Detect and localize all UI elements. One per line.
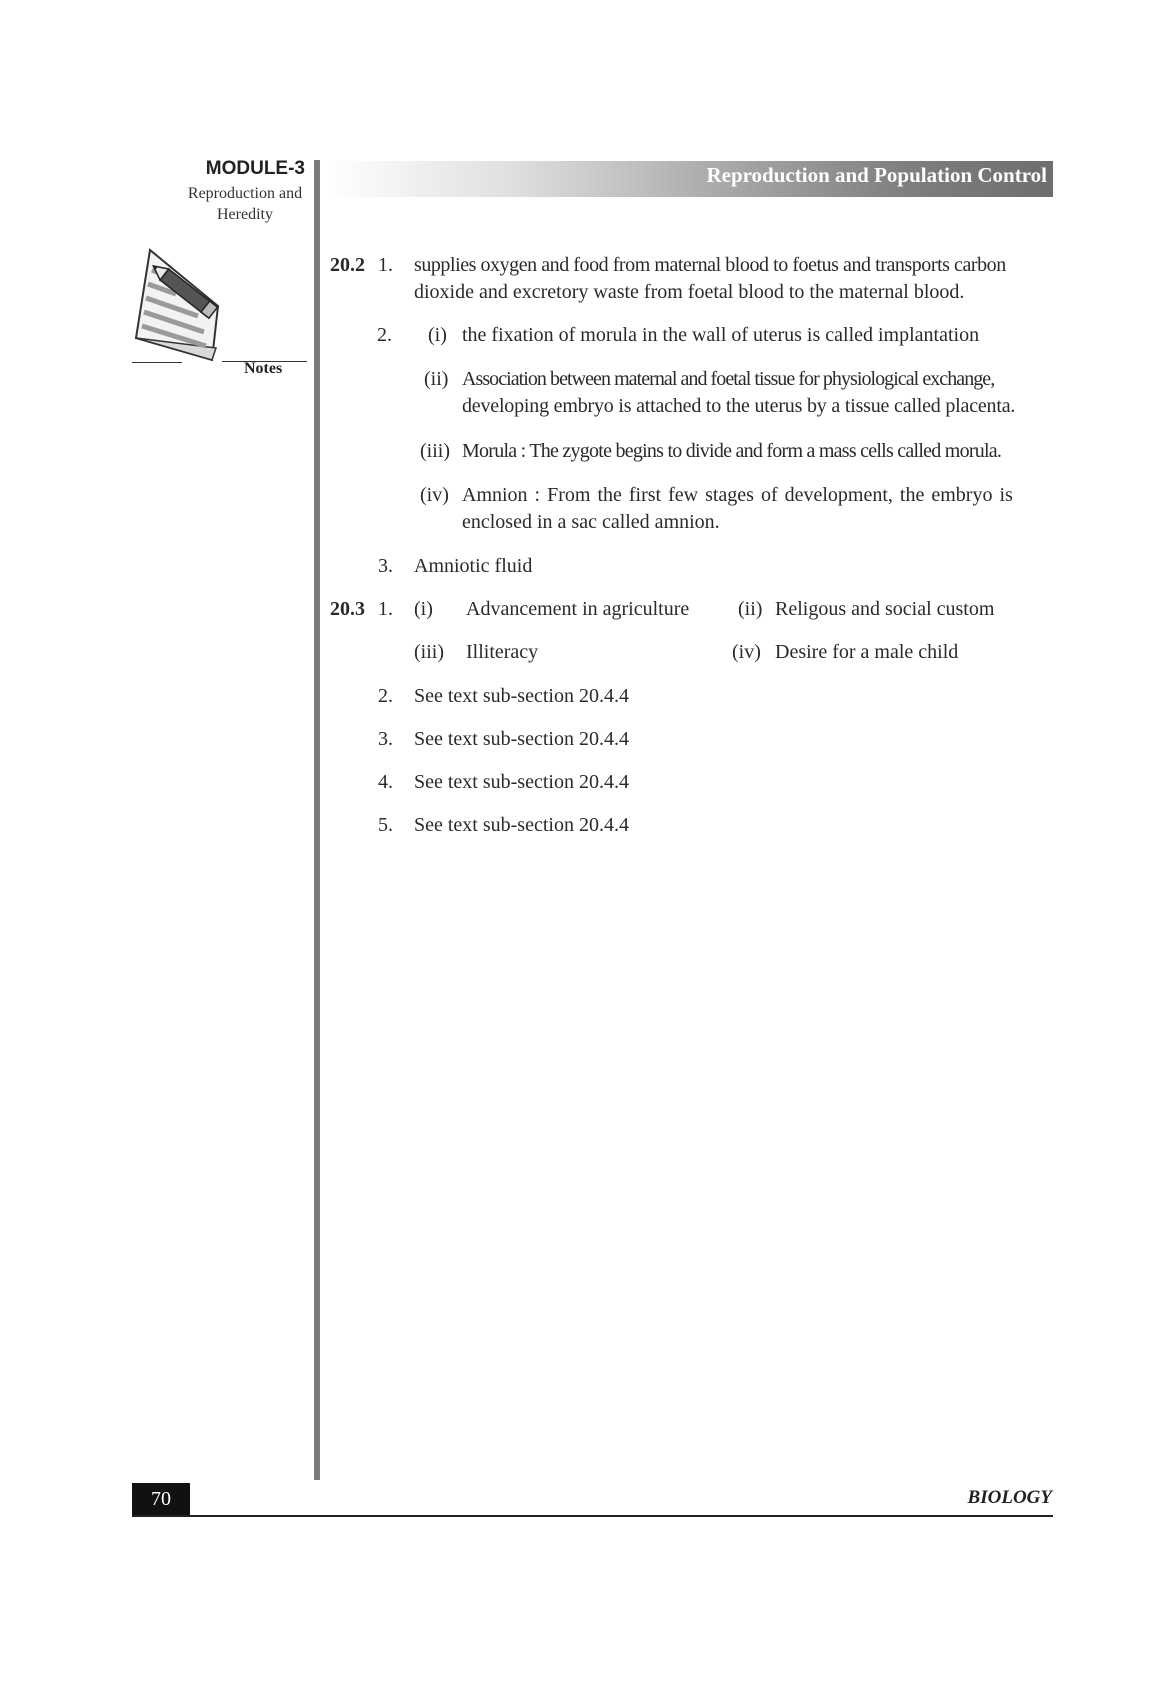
section-number-20-2: 20.2 xyxy=(330,254,365,276)
list-number: 3. xyxy=(378,728,393,750)
answer-text: See text sub-section 20.4.4 xyxy=(414,814,629,836)
answer-text: Amniotic fluid xyxy=(414,555,533,577)
notes-rule-left xyxy=(132,362,182,363)
answer-text: Association between maternal and foetal tissue for physiological exchange, xyxy=(462,368,995,390)
list-number: 2. xyxy=(378,685,393,707)
answer-text: dioxide and excretory waste from foetal blood to the maternal blood. xyxy=(414,281,965,303)
list-number: 2. xyxy=(377,324,392,346)
option-number: (iv) xyxy=(732,641,761,663)
footer-rule xyxy=(132,1515,1053,1517)
list-number: 3. xyxy=(378,555,393,577)
module-subtitle-line2: Heredity xyxy=(217,206,273,223)
sub-list-number: (iii) xyxy=(420,440,450,462)
option-text: Religous and social custom xyxy=(775,598,995,620)
option-number: (ii) xyxy=(738,598,763,620)
answer-text: Morula : The zygote begins to divide and form a mass cells called morula. xyxy=(462,440,1002,462)
module-title: MODULE-3 xyxy=(205,158,305,179)
module-subtitle xyxy=(180,183,310,225)
option-text: Advancement in agriculture xyxy=(466,598,690,620)
sub-list-number: (i) xyxy=(428,324,447,346)
footer-subject: BIOLOGY xyxy=(967,1487,1052,1508)
answer-text: See text sub-section 20.4.4 xyxy=(414,771,629,793)
vertical-divider xyxy=(314,160,320,1480)
list-number: 4. xyxy=(378,771,393,793)
list-number: 1. xyxy=(378,254,393,276)
answer-text: See text sub-section 20.4.4 xyxy=(414,728,629,750)
option-number: (i) xyxy=(414,598,433,620)
list-number: 5. xyxy=(378,814,393,836)
answer-text: See text sub-section 20.4.4 xyxy=(414,685,629,707)
option-text: Desire for a male child xyxy=(775,641,959,663)
sub-list-number: (iv) xyxy=(420,484,449,506)
list-number: 1. xyxy=(378,598,393,620)
answer-text: enclosed in a sac called amnion. xyxy=(462,511,720,533)
section-number-20-3: 20.3 xyxy=(330,598,365,620)
page-number: 70 xyxy=(132,1483,190,1516)
answer-text: developing embryo is attached to the uterus by a tissue called placenta. xyxy=(462,395,1016,417)
sub-list-number: (ii) xyxy=(424,368,449,390)
option-text: Illiteracy xyxy=(466,641,539,663)
notes-label: Notes xyxy=(244,360,283,377)
chapter-header-title: Reproduction and Population Control xyxy=(706,163,1047,187)
answer-text: Amnion : From the first few stages of development, the embryo is xyxy=(462,484,1013,506)
notes-pencil-icon xyxy=(128,248,238,366)
module-subtitle-line1: Reproduction and xyxy=(187,185,303,202)
answer-text: supplies oxygen and food from maternal blood to foetus and transports carbon xyxy=(414,254,1006,276)
option-number: (iii) xyxy=(414,641,444,663)
answer-text: the fixation of morula in the wall of uterus is called implantation xyxy=(462,324,980,346)
